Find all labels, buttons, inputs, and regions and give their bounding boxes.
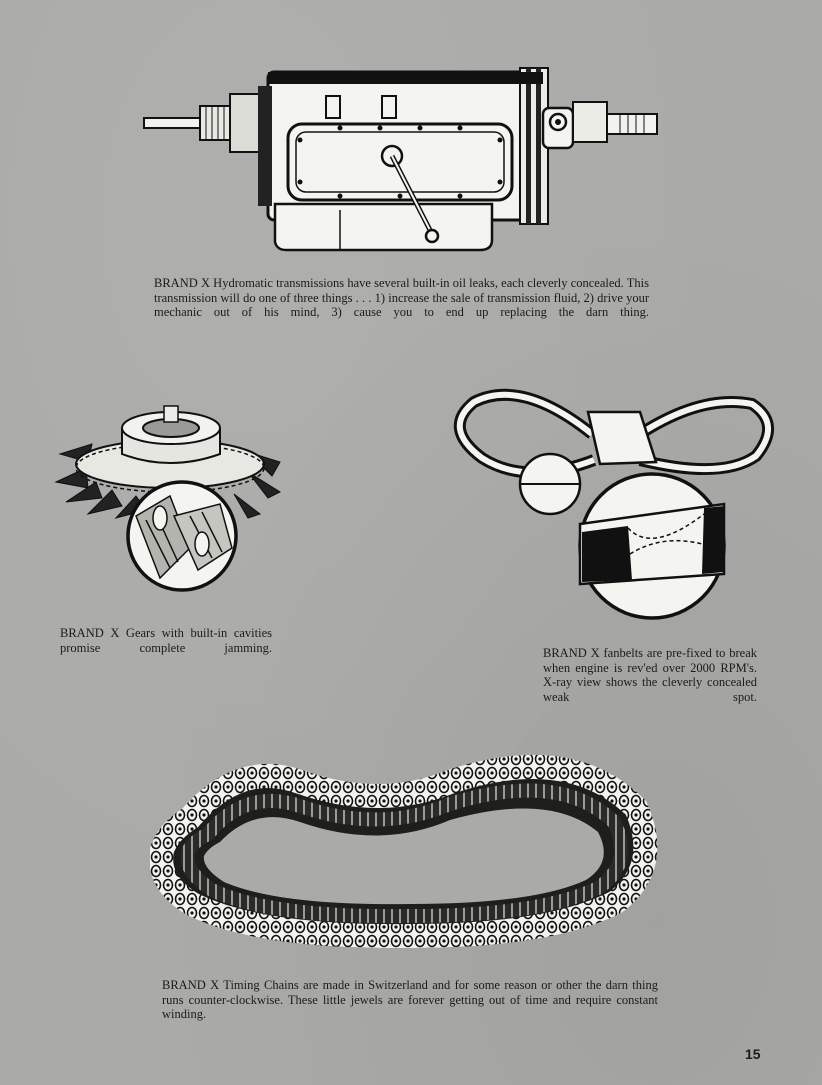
gears-caption: BRAND X Gears with built-in cavities promise complete jamming. [60,626,272,655]
transmission-caption: BRAND X Hydromatic transmissions have several built-in oil leaks, each cleverly concealed. This transmission will do one of three things . . . 1) increase the sale of transmission fluid, 2) drive your mechanic out of his mind, 3) cause you to end up replacing the darn thing. [154,276,649,319]
page-number: 15 [745,1046,761,1062]
timing-chain-caption: BRAND X Timing Chains are made in Switzerland and for some reason or other the darn thing runs counter-clockwise. These little jewels are forever getting out of time and require constant winding. [162,978,658,1021]
fanbelt-caption: BRAND X fanbelts are pre-fixed to break when engine is rev'ed over 2000 RPM's. X-ray view shows the cleverly concealed weak spot. [543,646,757,704]
fanbelt-illustration [452,384,776,624]
timing-chain-illustration [150,752,662,956]
gear-illustration [52,398,284,598]
transmission-illustration [140,64,665,256]
